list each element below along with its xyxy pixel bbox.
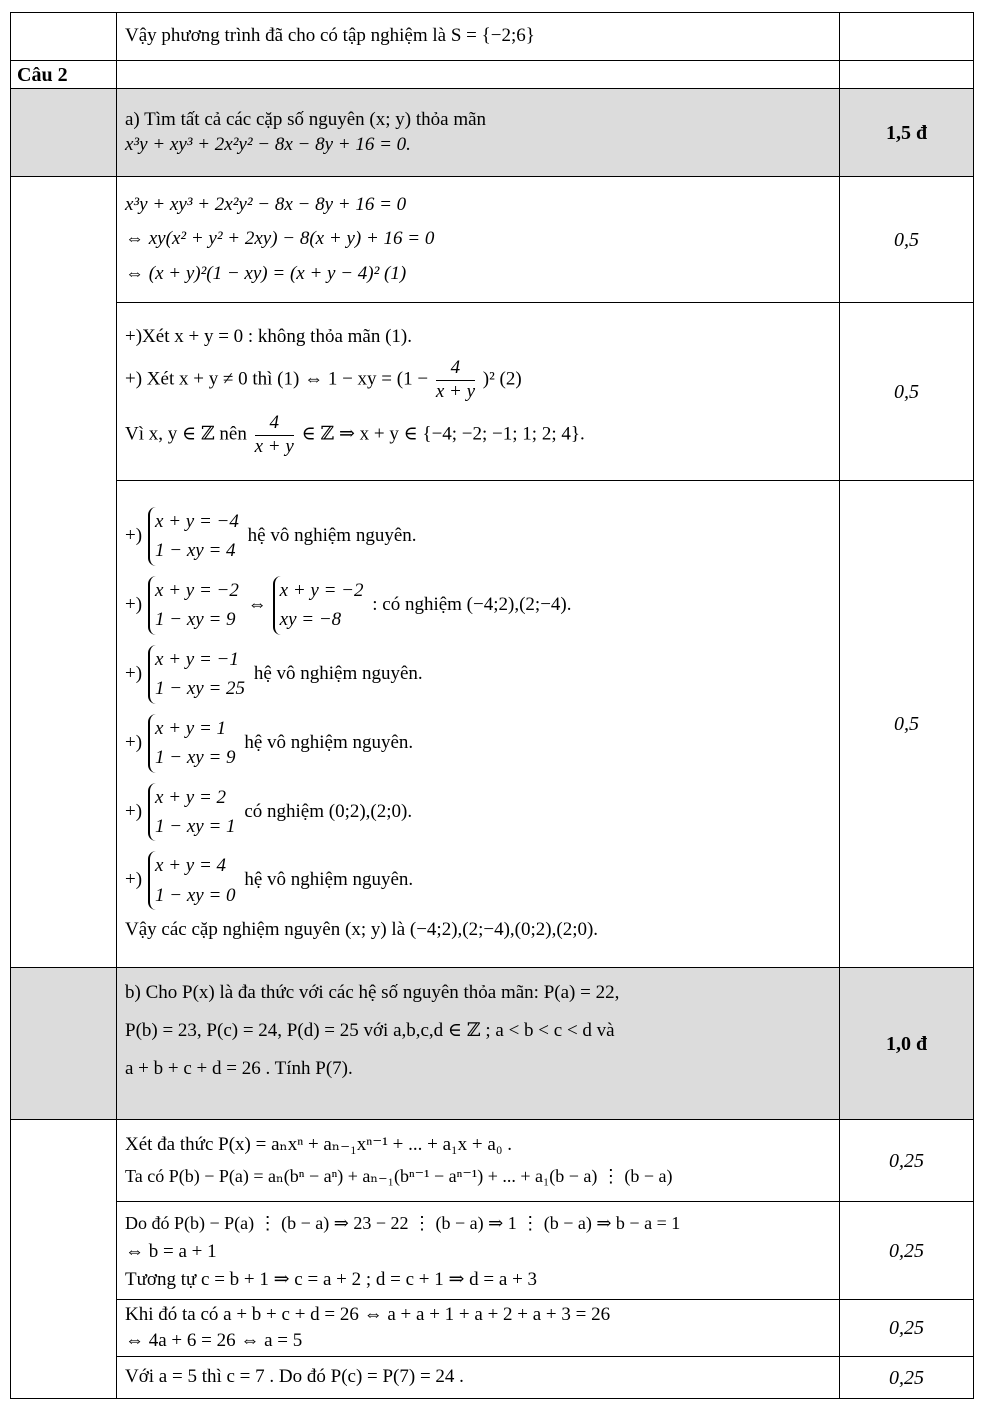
system-eq: x + y = 1 — [155, 717, 227, 739]
system-eq: 1 − xy = 25 — [155, 678, 246, 700]
col-question — [11, 1120, 117, 1399]
t1-line2: Ta có P(b) − P(a) = aₙ(bⁿ − aⁿ) + aₙ₋₁(bⁿ⁻¹ − aⁿ⁻¹) + ... + a₁(b − a) ⋮ (b − a) — [125, 1166, 673, 1187]
content-cell — [117, 1202, 840, 1300]
table-row — [11, 177, 974, 303]
score-cell — [840, 61, 974, 89]
score-value: 0,5 — [840, 303, 974, 481]
system-result: hệ vô nghiệm nguyên. — [244, 869, 414, 891]
score-value: 0,25 — [840, 1120, 974, 1202]
question-b-line2: P(b) = 23, P(c) = 24, P(d) = 25 với a,b,c,d ∈ ℤ ; a < b < c < d và — [125, 1020, 615, 1041]
plus-prefix: +) — [125, 869, 143, 891]
equation-system — [273, 576, 364, 635]
fraction-numerator: 4 — [436, 357, 475, 381]
step2-line3-a: Vì x, y ∈ ℤ nên — [125, 423, 247, 445]
score-value: 0,5 — [840, 177, 974, 303]
equation-system — [148, 576, 239, 635]
content-cell — [117, 177, 840, 303]
equation-system — [148, 507, 239, 566]
score-value: 0,25 — [840, 1202, 974, 1300]
score-badge: 1,5 đ — [840, 89, 974, 177]
plus-prefix: +) — [125, 800, 143, 822]
plus-prefix: +) — [125, 662, 143, 684]
question-b-line3: a + b + c + d = 26 . Tính P(7). — [125, 1058, 353, 1079]
system-result: hệ vô nghiệm nguyên. — [244, 731, 414, 753]
system-eq: x + y = 2 — [155, 786, 227, 808]
system-eq: 1 − xy = 0 — [155, 884, 236, 906]
t2-line1: Do đó P(b) − P(a) ⋮ (b − a) ⇒ 23 − 22 ⋮ (b − a) ⇒ 1 ⋮ (b − a) ⇒ b − a = 1 — [125, 1212, 681, 1233]
content-cell — [117, 1357, 840, 1399]
question-label: Câu 2 — [11, 61, 117, 89]
question-b-line1: b) Cho P(x) là đa thức với các hệ số nguyên thỏa mãn: P(a) = 22, — [125, 982, 620, 1003]
score-value: 0,5 — [840, 481, 974, 968]
equiv-sign: ⇔ — [247, 593, 267, 615]
col-question — [11, 968, 117, 1120]
step2-line3-b: ∈ ℤ ⇒ x + y ∈ {−4; −2; −1; 1; 2; 4}. — [301, 423, 585, 445]
equation-system — [148, 714, 236, 773]
system-eq: xy = −8 — [279, 609, 342, 631]
table-row — [11, 1300, 974, 1357]
system-eq: x + y = −2 — [279, 579, 364, 601]
score-cell — [840, 13, 974, 61]
system-eq: x + y = −1 — [155, 648, 239, 670]
step2-line1: +)Xét x + y = 0 : không thỏa mãn (1). — [125, 325, 413, 347]
solution-table — [10, 12, 974, 1399]
system-result: : có nghiệm (−4;2),(2;−4). — [372, 593, 572, 615]
system-result: hệ vô nghiệm nguyên. — [253, 662, 423, 684]
fraction — [436, 357, 475, 404]
fraction-denominator: x + y — [435, 381, 475, 403]
equation-system — [148, 783, 236, 842]
system-eq: 1 − xy = 4 — [155, 540, 236, 562]
table-row — [11, 13, 974, 61]
question-a-line1: a) Tìm tất cả các cặp số nguyên (x; y) thỏa mãn — [125, 108, 487, 130]
fraction-numerator: 4 — [255, 412, 294, 436]
step1-line1: x³y + xy³ + 2x²y² − 8x − 8y + 16 = 0 — [125, 194, 407, 216]
step2-line2-a: +) Xét x + y ≠ 0 thì (1) ⇔ 1 − xy = (1 − — [125, 368, 429, 390]
col-question — [11, 13, 117, 61]
score-badge: 1,0 đ — [840, 968, 974, 1120]
step1-line2: ⇔ xy(x² + y² + 2xy) − 8(x + y) + 16 = 0 — [125, 228, 435, 250]
content-cell — [117, 61, 840, 89]
table-row — [11, 89, 974, 177]
system-eq: x + y = −2 — [155, 579, 239, 601]
step1-line3: ⇔ (x + y)²(1 − xy) = (x + y − 4)² (1) — [125, 262, 407, 284]
score-value: 0,25 — [840, 1357, 974, 1399]
content-cell — [117, 13, 840, 61]
content-cell — [117, 303, 840, 481]
question-a-equation: x³y + xy³ + 2x²y² − 8x − 8y + 16 = 0. — [125, 133, 411, 155]
system-eq: 1 − xy = 9 — [155, 609, 236, 631]
equation-system — [148, 851, 236, 910]
system-eq: 1 − xy = 1 — [155, 815, 236, 837]
table-row — [11, 61, 974, 89]
fraction — [255, 412, 294, 459]
content-cell — [117, 481, 840, 968]
score-value: 0,25 — [840, 1300, 974, 1357]
table-row — [11, 968, 974, 1120]
content-cell — [117, 1120, 840, 1202]
table-row — [11, 1202, 974, 1300]
col-question — [11, 177, 117, 968]
solution-set-text: Vậy phương trình đã cho có tập nghiệm là S = {−2;6} — [125, 25, 535, 47]
t2-line2: ⇔ b = a + 1 — [125, 1241, 217, 1263]
plus-prefix: +) — [125, 731, 143, 753]
t2-line3: Tương tự c = b + 1 ⇒ c = a + 2 ; d = c + 1 ⇒ d = a + 3 — [125, 1268, 538, 1290]
equation-system — [148, 645, 245, 704]
plus-prefix: +) — [125, 593, 143, 615]
table-row — [11, 303, 974, 481]
table-row — [11, 481, 974, 968]
question-b-cell — [117, 968, 840, 1120]
content-cell — [117, 1300, 840, 1357]
system-eq: x + y = 4 — [155, 855, 227, 877]
step2-line2-b: )² (2) — [482, 368, 522, 390]
system-eq: x + y = −4 — [155, 511, 239, 533]
t3-line1: Khi đó ta có a + b + c + d = 26 ⇔ a + a + 1 + a + 2 + a + 3 = 26 — [125, 1304, 611, 1326]
question-a-cell — [117, 89, 840, 177]
table-row — [11, 1120, 974, 1202]
system-result: có nghiệm (0;2),(2;0). — [244, 800, 413, 822]
fraction-denominator: x + y — [254, 435, 294, 457]
table-row — [11, 1357, 974, 1399]
col-question — [11, 89, 117, 177]
plus-prefix: +) — [125, 524, 143, 546]
conclusion-line: Vậy các cặp nghiệm nguyên (x; y) là (−4;2),(2;−4),(0;2),(2;0). — [125, 919, 599, 941]
system-result: hệ vô nghiệm nguyên. — [247, 524, 417, 546]
t1-line1: Xét đa thức P(x) = aₙxⁿ + aₙ₋₁xⁿ⁻¹ + ... + a₁x + a₀ . — [125, 1134, 512, 1156]
t4-line1: Với a = 5 thì c = 7 . Do đó P(c) = P(7) = 24 . — [125, 1366, 464, 1388]
system-eq: 1 − xy = 9 — [155, 747, 236, 769]
t3-line2: ⇔ 4a + 6 = 26 ⇔ a = 5 — [125, 1330, 303, 1351]
